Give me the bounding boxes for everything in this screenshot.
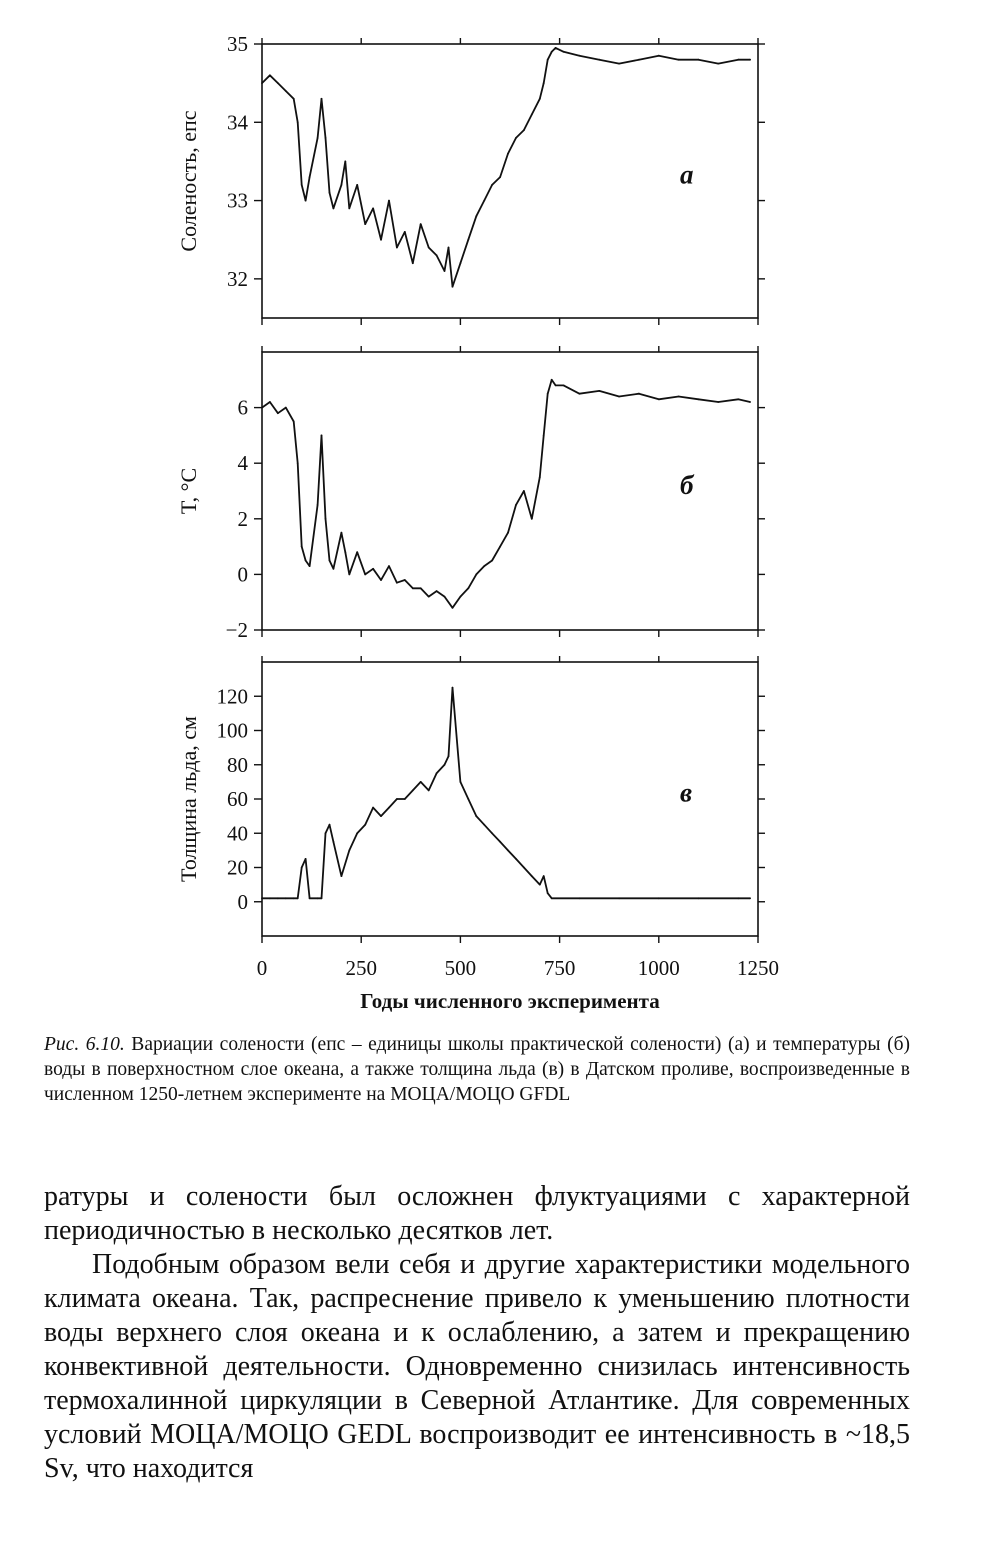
panel-a-ylabel: Соленость, епс [176,110,201,252]
panel-b-ytick-label: −2 [225,618,248,642]
panel-b-data-point [372,568,374,570]
panel-a-data-point [507,153,509,155]
panel-a-data-point [579,55,581,57]
panel-c-ytick-label: 60 [227,787,248,811]
panel-c-ytick-label: 0 [237,889,248,914]
panel-a-data-point [325,137,327,139]
panel-b-data-point [483,565,485,567]
body-text [44,1180,910,1486]
panel-b-data-point [356,551,358,553]
panel-a-data-point [412,262,414,264]
panel-c-data-point [420,781,422,783]
panel-a-data-point [460,262,462,264]
panel-a-data-point [341,184,343,186]
panel-a-ytick-label: 35 [227,32,248,56]
panel-a-data-point [515,137,517,139]
panel-b-data-point [507,532,509,534]
panel-c-data-point [523,867,525,869]
panel-a-ytick-label: 32 [227,266,248,291]
panel-a-letter: а [680,159,694,190]
panel-c-ytick-label: 20 [227,855,248,880]
panel-c-xtick-label: 1000 [637,956,680,980]
panel-c-data-point [460,781,462,783]
panel-a-data-point [348,208,350,210]
panel-b-data-point [344,551,346,553]
panel-a-data-point [261,82,263,84]
panel-b-data-point [285,407,287,409]
panel-a-data-point [491,184,493,186]
panel-b-data-point [598,390,600,392]
panel-b-data-point [618,396,620,398]
panel-c-letter: в [680,777,693,808]
panel-b-data-point [555,385,557,387]
panel-a-data-point [555,47,557,49]
panel-b-data-point [348,574,350,576]
panel-c-data-point [475,815,477,817]
panel-b-data-point [698,398,700,400]
panel-b-data-point [737,398,739,400]
panel-a-data-point [717,63,719,65]
panel-b-data-point [543,435,545,437]
panel-a-data-point [344,161,346,163]
panel-a-data-point [305,200,307,202]
panel-b-data-point [475,574,477,576]
panel-b-data-point [658,398,660,400]
panel-c-data-point [356,832,358,834]
panel-b-data-point [531,518,533,520]
panel-c-data-point [372,807,374,809]
panel-b-data-point [380,579,382,581]
panel-b-data-point [396,582,398,584]
panel-b-letter: б [680,469,694,500]
paragraph-2: Подобным образом вели себя и другие характеристики модельного климата океана. Так, распреснение привело к уменьшению плотности воды верхнего слоя океана и к ослаблению, а затем и прекращению конвективной деятельности. Одновременно снизилась интенсивность термохалинной циркуляции в Северной Атлантике. Для современных условий МОЦА/МОЦО GEDL воспроизводит ее интенсивность в ~18,5 Sv, что находится [44,1249,910,1484]
panel-c-data-point [285,897,287,899]
panel-b-data-point [678,396,680,398]
panel-a-data-point [618,63,620,65]
panel-b-data-point [717,401,719,403]
panel-b-data-point [444,596,446,598]
panel-b-data-point [638,393,640,395]
panel-b-data-point [301,546,303,548]
panel-a-data-point [698,59,700,61]
panel-a-data-point [364,223,366,225]
panel-a-data-point [436,255,438,257]
panel-b-data-point [277,412,279,414]
panel-b-data-point [317,504,319,506]
panel-a-data-point [531,114,533,116]
panel-a-series-line [262,48,750,287]
panel-c-data-point [325,832,327,834]
panel-a-data-point [547,59,549,61]
panel-c-data-point [333,841,335,843]
panel-a-data-point [737,59,739,61]
panel-c-data-point [341,875,343,877]
panel-a-data-point [333,208,335,210]
panel-b-data-point [321,435,323,437]
panel-c-xtick-label: 1250 [737,956,779,980]
panel-c-data-point [543,875,545,877]
panel-a-data-point [301,184,303,186]
panel-c-xtick-label: 250 [345,956,377,980]
panel-c-data-point [269,897,271,899]
panel-b-ytick-label: 6 [237,395,248,420]
panel-c-data-point [467,798,469,800]
panel-b-data-point [329,560,331,562]
panel-c-data-point [579,897,581,899]
panel-c-data-point [436,772,438,774]
panel-c-data-point [293,897,295,899]
panel-b-data-point [749,401,751,403]
panel-a-data-point [388,200,390,202]
panel-b-data-point [388,565,390,567]
panel-a-data-point [539,98,541,100]
panel-c-data-point [491,832,493,834]
panel-c-data-point [618,897,620,899]
panel-b-data-point [404,579,406,581]
panel-a-data-point [285,90,287,92]
panel-c-xtick-label: 0 [256,956,268,980]
panel-b-data-point [325,518,327,520]
panel-a-data-point [749,59,751,61]
panel-c-ytick-label: 80 [227,752,248,777]
panel-a-data-point [309,176,311,178]
panel-b-data-point [293,421,295,423]
panel-b-data-point [333,568,335,570]
paragraph-1: ратуры и солености был осложнен флуктуациями с характерной периодичностью в несколько десятков лет. [44,1181,910,1246]
panel-b-data-point [579,393,581,395]
panel-c-data-point [396,798,398,800]
panel-c-data-point [404,798,406,800]
panel-b-data-point [364,574,366,576]
panel-a-data-point [444,270,446,272]
figure-caption [44,1032,910,1107]
panel-c-data-point [364,824,366,826]
caption-text: Вариации солености (епс – единицы школы практической солености) (а) и температуры (б) воды в поверхностном слое океана, а также толщина льда (в) в Датском проливе, воспроизведенные в численном 1250-летнем эксперименте на МОЦА/МОЦО GFDL [44,1034,910,1105]
panel-a-data-point [678,59,680,61]
panel-c-data-point [309,897,311,899]
panel-b-data-point [341,532,343,534]
panel-c-data-point [507,850,509,852]
panel-c-data-point [412,790,414,792]
panel-a-data-point [356,184,358,186]
panel-c-series-line [262,688,750,899]
panel-a-data-point [475,215,477,217]
panel-c-ytick-label: 100 [216,718,248,743]
panel-c-data-point [428,790,430,792]
panel-a-data-point [277,82,279,84]
panel-a-data-point [329,192,331,194]
panel-b-data-point [436,590,438,592]
panel-a-data-point [448,247,450,249]
panel-a-data-point [380,239,382,241]
panel-c-data-point [261,897,263,899]
panel-a-data-point [396,247,398,249]
panel-a-ytick-label: 34 [227,110,248,135]
panel-c-xtick-label: 500 [444,956,477,980]
panel-b-data-point [491,560,493,562]
panel-c-data-point [448,755,450,757]
panel-c-data-point [380,815,382,817]
caption-lead: Рис. 6.10. [44,1034,125,1055]
panel-c-data-point [531,875,533,877]
panel-c-data-point [305,858,307,860]
panel-b-ylabel: T, °C [176,467,201,515]
panel-b-data-point [460,596,462,598]
panel-a-data-point [563,51,565,53]
panel-c-data-point [321,897,323,899]
panel-a-data-point [452,286,454,288]
panel-c-data-point [658,897,660,899]
panel-b-ytick-label: 0 [237,562,248,587]
panel-b-data-point [523,490,525,492]
panel-c-data-point [551,897,553,899]
panel-b-data-point [420,587,422,589]
panel-c-data-point [388,807,390,809]
panel-b-data-point [452,607,454,609]
panel-b-series-line [262,380,750,608]
panel-b-ytick-label: 4 [237,451,248,476]
panel-b-data-point [499,546,501,548]
panel-c-data-point [483,824,485,826]
panel-c-data-point [737,897,739,899]
panel-c-data-point [452,687,454,689]
panel-c-ylabel: Толщина льда, см [176,716,201,882]
panel-c-data-point [515,858,517,860]
panel-c-data-point [749,897,751,899]
panel-c-data-point [547,892,549,894]
panel-c-ytick-label: 40 [227,821,248,846]
panel-b-data-point [305,560,307,562]
panel-a-data-point [372,208,374,210]
panel-a-data-point [297,121,299,123]
panel-c-data-point [698,897,700,899]
panel-c-data-point [444,764,446,766]
panel-c-data-point [329,824,331,826]
panel-b-data-point [547,393,549,395]
panel-a-data-point [551,51,553,53]
panel-a-data-point [321,98,323,100]
panel-b-data-point [261,407,263,409]
panel-a-data-point [523,129,525,131]
panel-c-data-point [539,884,541,886]
panel-a-data-point [499,176,501,178]
panel-a-data-point [269,74,271,76]
panel-c-data-point [317,897,319,899]
panel-a-data-point [658,55,660,57]
panel-a-data-point [428,247,430,249]
panel-b-data-point [467,587,469,589]
panel-a-data-point [598,59,600,61]
panel-b-data-point [551,379,553,381]
panel-c-data-point [499,841,501,843]
panel-c-data-point [277,897,279,899]
panel-a-data-point [467,239,469,241]
panel-a-data-point [293,98,295,100]
panel-b-data-point [539,476,541,478]
panel-a-data-point [420,223,422,225]
panel-b-data-point [297,462,299,464]
panel-a-data-point [317,137,319,139]
panel-b-data-point [269,401,271,403]
panel-c-data-point [297,897,299,899]
panel-b-ytick-label: 2 [237,506,248,531]
panel-c-xtick-label: 750 [543,956,576,980]
panel-b-data-point [309,565,311,567]
panel-c-xlabel: Годы численного эксперимента [360,989,660,1013]
panel-b-data-point [412,587,414,589]
panel-a-data-point [543,82,545,84]
panel-c-data-point [348,850,350,852]
panel-a-data-point [638,59,640,61]
panel-b-data-point [563,385,565,387]
panel-c-data-point [301,867,303,869]
panel-b-data-point [515,504,517,506]
panel-a-data-point [483,200,485,202]
panel-a-data-point [404,231,406,233]
panel-c-ytick-label: 120 [216,684,248,709]
panel-a-ytick-label: 33 [227,188,248,213]
panel-b-data-point [428,596,430,598]
